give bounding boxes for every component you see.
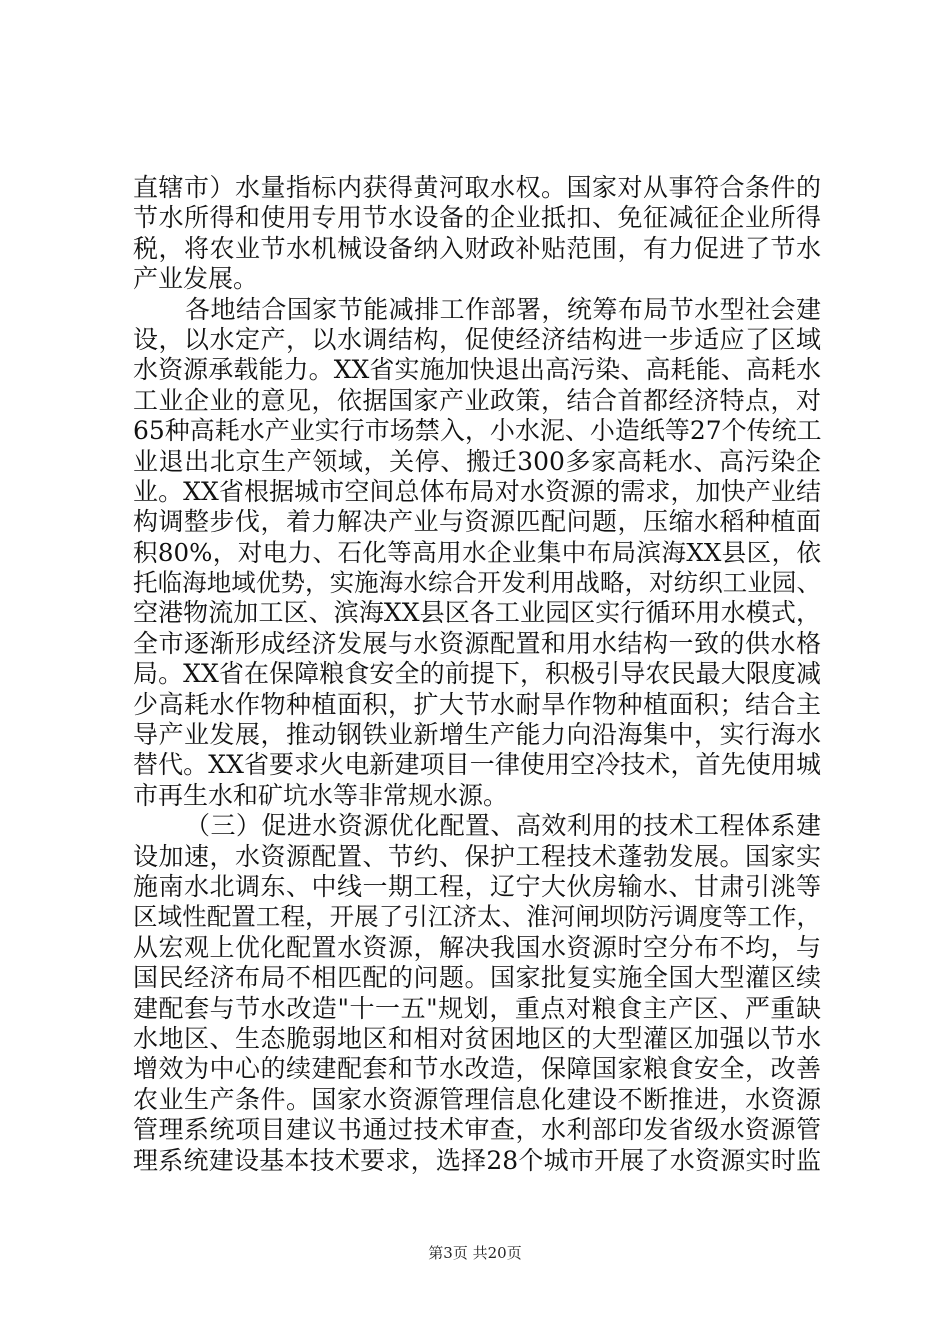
page-footer: 第3页 共20页 — [428, 1244, 522, 1262]
text-line: 农业生产条件。国家水资源管理信息化建设不断推进，水资源 — [133, 1084, 821, 1114]
text-line: 直辖市）水量指标内获得黄河取水权。国家对从事符合条件的 — [133, 173, 821, 202]
text-line: 托临海地域优势，实施海水综合开发利用战略，对纺织工业园、 — [133, 568, 821, 598]
text-line: 施南水北调东、中线一期工程，辽宁大伙房输水、甘肃引洮等 — [133, 871, 821, 901]
text-line: 工业企业的意见，依据国家产业政策，结合首都经济特点，对 — [133, 385, 821, 415]
text-line: 导产业发展，推动钢铁业新增生产能力向沿海集中，实行海水 — [133, 720, 821, 750]
text-line: 积80%，对电力、石化等高用水企业集中布局滨海XX县区，依 — [133, 537, 821, 567]
text-line: 水地区、生态脆弱地区和相对贫困地区的大型灌区加强以节水 — [133, 1023, 821, 1053]
text-line: 水资源承载能力。XX省实施加快退出高污染、高耗能、高耗水 — [133, 355, 821, 385]
text-line: 空港物流加工区、滨海XX县区各工业园区实行循环用水模式， — [133, 598, 821, 628]
text-line: 业。XX省根据城市空间总体布局对水资源的需求，加快产业结 — [133, 476, 821, 506]
text-line: 全市逐渐形成经济发展与水资源配置和用水结构一致的供水格 — [133, 628, 821, 658]
body-text — [133, 173, 821, 1176]
text-line: 税，将农业节水机械设备纳入财政补贴范围，有力促进了节水 — [133, 233, 821, 263]
text-line: 市再生水和矿坑水等非常规水源。 — [133, 780, 509, 810]
text-line: 产业发展。 — [133, 264, 259, 294]
text-line: 管理系统项目建议书通过技术审查，水利部印发省级水资源管 — [133, 1115, 821, 1145]
text-line: 建配套与节水改造"十一五"规划，重点对粮食主产区、严重缺 — [133, 993, 821, 1023]
text-line: 构调整步伐，着力解决产业与资源匹配问题，压缩水稻种植面 — [133, 507, 821, 537]
text-line: 从宏观上优化配置水资源，解决我国水资源时空分布不均，与 — [133, 932, 821, 962]
text-line: 设，以水定产，以水调结构，促使经济结构进一步适应了区域 — [133, 324, 821, 354]
text-line: 理系统建设基本技术要求，选择28个城市开展了水资源实时监 — [133, 1145, 821, 1175]
text-line: 国民经济布局不相匹配的问题。国家批复实施全国大型灌区续 — [133, 963, 821, 993]
text-line: 局。XX省在保障粮食安全的前提下，积极引导农民最大限度减 — [133, 659, 821, 689]
text-line: （三）促进水资源优化配置、高效利用的技术工程体系建 — [185, 811, 821, 841]
text-line: 替代。XX省要求火电新建项目一律使用空冷技术，首先使用城 — [133, 750, 821, 780]
text-line: 增效为中心的续建配套和节水改造，保障国家粮食安全，改善 — [133, 1054, 821, 1084]
text-line: 少高耗水作物种植面积，扩大节水耐旱作物种植面积；结合主 — [133, 689, 821, 719]
text-line: 节水所得和使用专用节水设备的企业抵扣、免征减征企业所得 — [133, 203, 821, 233]
text-line: 各地结合国家节能减排工作部署，统筹布局节水型社会建 — [185, 294, 821, 324]
text-line: 区域性配置工程，开展了引江济太、淮河闸坝防污调度等工作， — [133, 902, 821, 932]
text-line: 设加速，水资源配置、节约、保护工程技术蓬勃发展。国家实 — [133, 841, 821, 871]
text-line: 业退出北京生产领域，关停、搬迁300多家高耗水、高污染企 — [133, 446, 821, 476]
text-line: 65种高耗水产业实行市场禁入，小水泥、小造纸等27个传统工 — [133, 416, 822, 446]
